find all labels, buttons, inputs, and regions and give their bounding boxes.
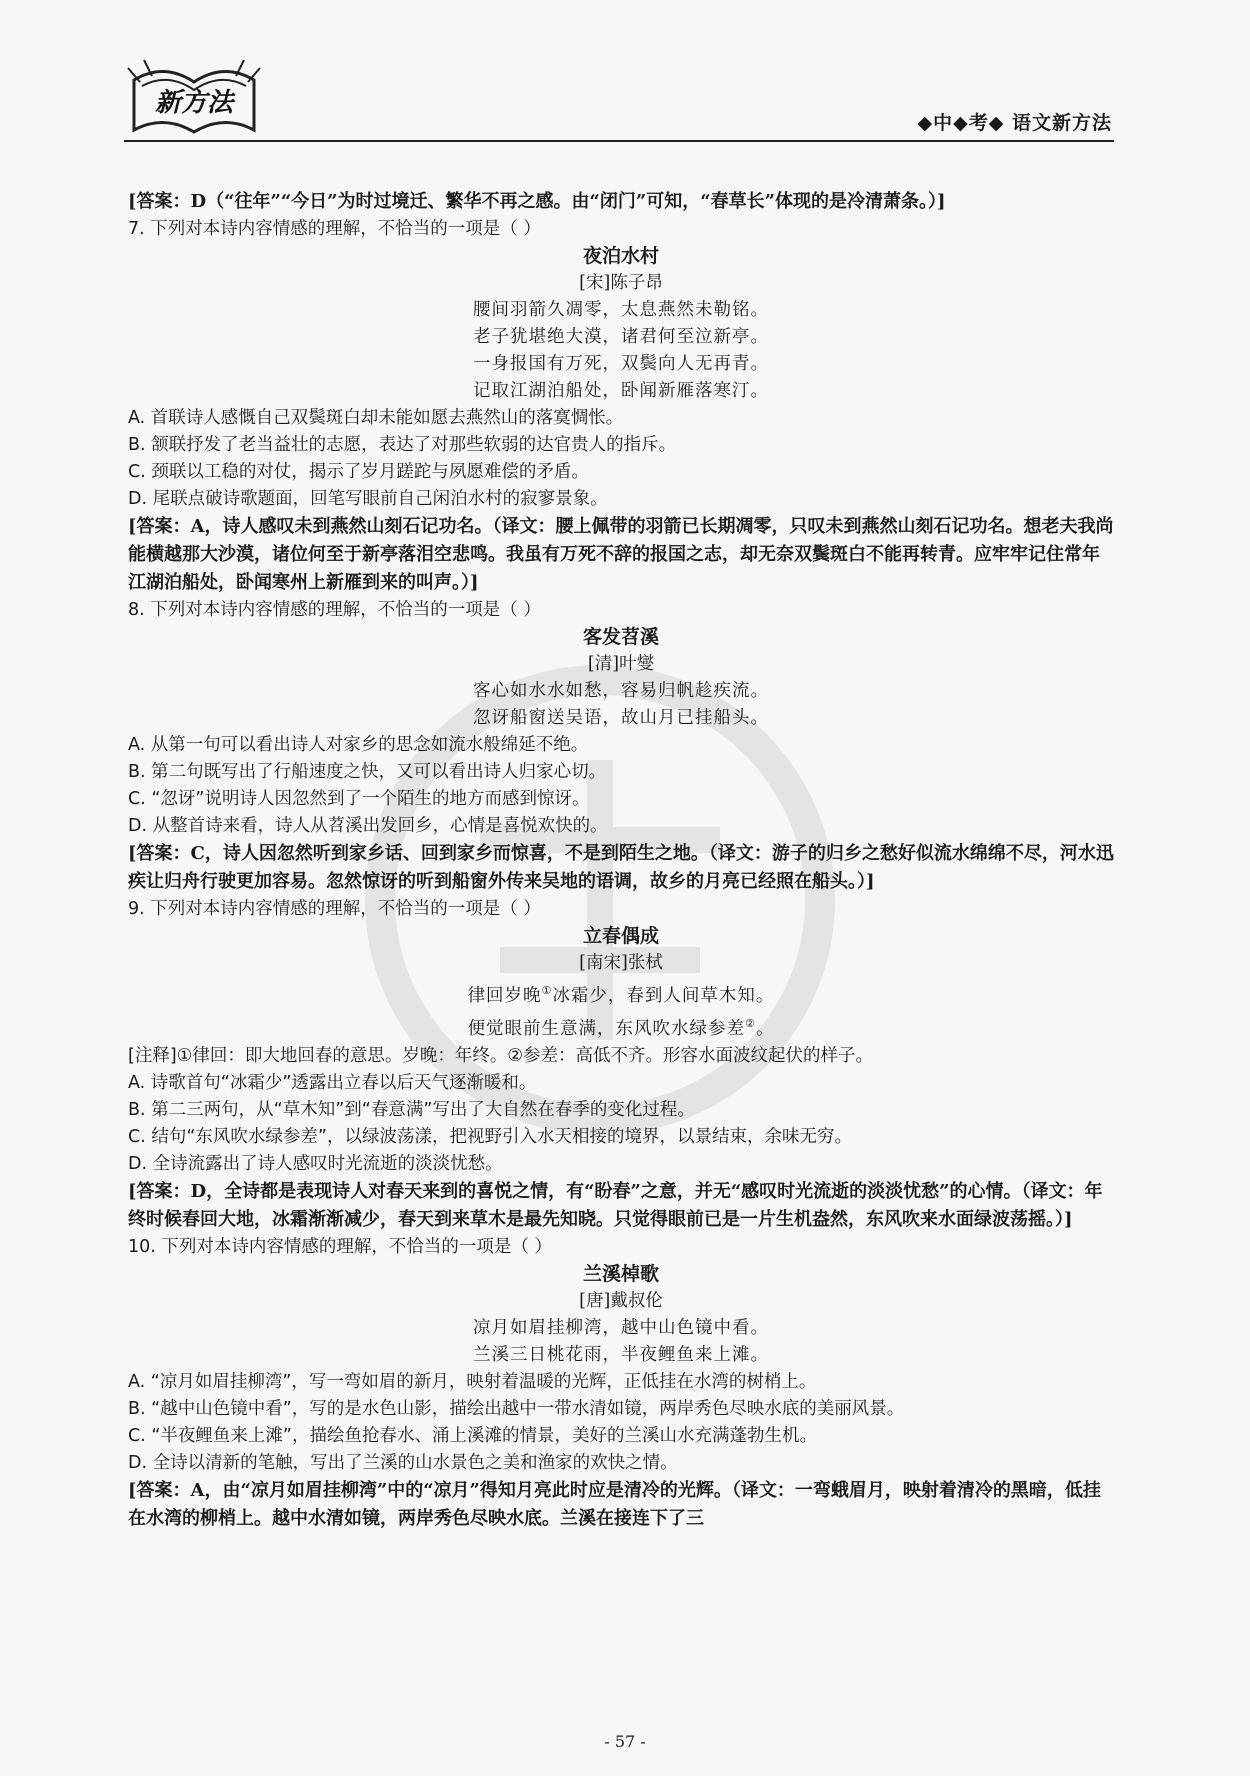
answer-explanation: [答案：C，诗人因忽然听到家乡话、回到家乡而惊喜，不是到陌生之地。（译文：游子的归乡之愁好似流水绵绵不尽，河水迅疾让归舟行驶更加容易。忽然惊讶的听到船窗外传来吴地的语调，故乡的月亮已经照在船头。）]	[128, 843, 1114, 892]
header-divider	[124, 140, 1114, 142]
poem-line-segment: 便觉眼前生意满，东风吹水绿参差	[467, 1018, 746, 1039]
answer-option: B. 第二三两句，从“草木知”到“春意满”写出了大自然在春季的变化过程。	[128, 1099, 695, 1120]
question-stem: 10. 下列对本诗内容情感的理解，不恰当的一项是（ ）	[128, 1236, 552, 1257]
answer-option: A. 首联诗人感慨自己双鬓斑白却未能如愿去燕然山的落寞惆怅。	[128, 408, 624, 428]
answer-option: B. “越中山色镜中看”，写的是水色山影，描绘出越中一带水清如镜，两岸秀色尽映水底的美丽风景。	[128, 1398, 905, 1419]
answer-option: A. 诗歌首句“冰霜少”透露出立春以后天气逐渐暖和。	[128, 1072, 537, 1093]
answer-option: D. 全诗流露出了诗人感叹时光流逝的淡淡忧愁。	[128, 1153, 503, 1174]
answer-option: C. “半夜鲤鱼来上滩”，描绘鱼抢春水、涌上溪滩的情景，美好的兰溪山水充满蓬勃生机。	[128, 1425, 817, 1446]
answer-option: B. 第二句既写出了行船速度之快，又可以看出诗人归家心切。	[128, 762, 607, 782]
answer-option: A. 从第一句可以看出诗人对家乡的思念如流水般绵延不绝。	[128, 735, 589, 755]
answer-option: C. 颈联以工稳的对仗，揭示了岁月蹉跎与夙愿难偿的矛盾。	[128, 462, 589, 482]
poem-author: [清]叶燮	[587, 654, 655, 674]
answer-explanation: [答案：A，诗人感叹未到燕然山刻石记功名。（译文：腰上佩带的羽箭已长期凋零，只叹未到燕然山刻石记功名。想老夫我尚能横越那大沙漠，诸位何至于新亭落泪空悲鸣。我虽有万死不辞的报国之志，却无奈双鬓斑白不能再转青。应牢牢记住常年江湖泊船处，卧闻寒州上新雁到来的叫声。）]	[128, 516, 1114, 593]
poem-line: 一身报国有万死，双鬓向人无再青。	[473, 354, 769, 374]
poem-line-segment: 冰霜少，春到人间草木知。	[552, 985, 775, 1006]
poem-line: 客心如水水如愁，容易归帆趁疾流。	[473, 681, 769, 701]
poem-title: 夜泊水村	[582, 245, 659, 267]
poem-line-segment: 律回岁晚	[467, 985, 542, 1006]
poem-author: [宋]陈子昂	[579, 273, 663, 293]
logo-text: 新方法	[154, 88, 233, 118]
annotation-note: [注释]①律回：即大地回春的意思。岁晚：年终。②参差：高低不齐。形容水面波纹起伏的样子。	[128, 1045, 874, 1066]
question-stem: 8. 下列对本诗内容情感的理解，不恰当的一项是（ ）	[128, 600, 541, 620]
series-title: ◆中◆考◆ 语文新方法	[917, 112, 1112, 134]
poem-author: [唐]戴叔伦	[579, 1290, 663, 1311]
footnote-marker: ①	[541, 984, 553, 997]
answer-option: C. “忽讶”说明诗人因忽然到了一个陌生的地方而感到惊讶。	[128, 789, 590, 809]
poem-title: 兰溪棹歌	[582, 1262, 659, 1285]
answer-option: D. 从整首诗来看，诗人从苕溪出发回乡，心情是喜悦欢快的。	[128, 816, 608, 836]
answer-option: D. 全诗以清新的笔触，写出了兰溪的山水景色之美和渔家的欢快之情。	[128, 1452, 678, 1473]
poem-line: 凉月如眉挂柳湾，越中山色镜中看。	[473, 1317, 769, 1338]
poem-author: [南宋]张栻	[579, 953, 663, 973]
poem-line: 腰间羽箭久凋零，太息燕然未勒铭。	[473, 300, 769, 320]
page-number: - 57 -	[604, 1732, 646, 1751]
poem-line: 忽讶船窗送吴语，故山月已挂船头。	[473, 708, 769, 728]
answer-explanation: [答案：A，由“凉月如眉挂柳湾”中的“凉月”得知月亮此时应是清冷的光辉。（译文：一弯蛾眉月，映射着清冷的黑暗，低挂在水湾的柳梢上。越中水清如镜，两岸秀色尽映水底。兰溪在接连下了三	[128, 1479, 1101, 1529]
poem-line: 兰溪三日桃花雨，半夜鲤鱼来上滩。	[473, 1344, 769, 1365]
poem-title: 立春偶成	[582, 925, 659, 947]
answer-option: B. 颔联抒发了老当益壮的志愿，表达了对那些软弱的达官贵人的指斥。	[128, 435, 677, 455]
answer-option: A. “凉月如眉挂柳湾”，写一弯如眉的新月，映射着温暖的光辉，正低挂在水湾的树梢上。	[128, 1371, 817, 1392]
answer-explanation: [答案：D，全诗都是表现诗人对春天来到的喜悦之情，有“盼春”之意，并无“感叹时光流逝的淡淡忧愁”的心情。（译文：年终时候春回大地，冰霜渐渐减少，春天到来草木是最先知晓。只觉得眼前已是一片生机盎然，东风吹来水面绿波荡摇。）]	[128, 1180, 1103, 1230]
poem-title: 客发苕溪	[582, 626, 659, 648]
logo	[124, 52, 264, 142]
poem-line-segment: 。	[755, 1018, 775, 1039]
answer-option: C. 结句“东风吹水绿参差”，以绿波荡漾，把视野引入水天相接的境界，以景结束，余味无穷。	[128, 1126, 852, 1147]
question-stem: 7. 下列对本诗内容情感的理解，不恰当的一项是（ ）	[128, 219, 541, 239]
answer-explanation: [答案：D（“往年”“今日”为时过境迁、繁华不再之感。由“闭门”可知，“春草长”体现的是冷清萧条。）]	[128, 191, 946, 212]
poem-line: 记取江湖泊船处，卧闻新雁落寒汀。	[473, 381, 769, 401]
poem-line	[128, 977, 1114, 1010]
answer-option: D. 尾联点破诗歌题面，回笔写眼前自己闲泊水村的寂寥景象。	[128, 489, 608, 509]
page-content	[128, 188, 1114, 1533]
footnote-marker: ②	[745, 1016, 756, 1030]
poem-line	[128, 1010, 1114, 1043]
question-stem: 9. 下列对本诗内容情感的理解，不恰当的一项是（ ）	[128, 899, 541, 919]
poem-line: 老子犹堪绝大漠，诸君何至泣新亭。	[473, 327, 769, 347]
